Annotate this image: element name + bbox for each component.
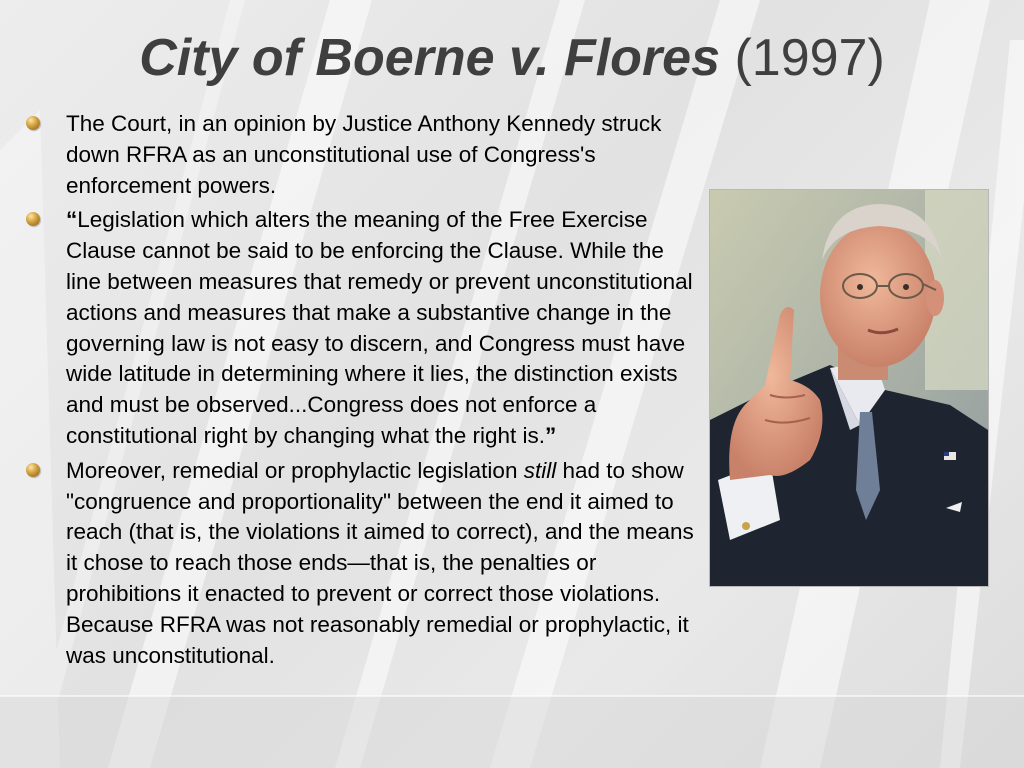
- bullet-text: The Court, in an opinion by Justice Anthony Kennedy struck down RFRA as an unconstitutional use of Congress's enforcement powers.: [66, 111, 662, 198]
- bullet-item: [66, 205, 698, 451]
- bullet-list: [66, 109, 698, 675]
- gold-bullet-icon: [26, 116, 40, 130]
- bullet-emphasis: still: [523, 457, 557, 483]
- title-year: (1997): [734, 29, 885, 87]
- close-quote: ”: [545, 422, 557, 448]
- open-quote: “: [66, 207, 78, 233]
- portrait-illustration: [710, 190, 988, 586]
- justice-kennedy-photo: [709, 189, 989, 587]
- bullet-item: [66, 109, 698, 201]
- bullet-item: [66, 456, 698, 672]
- gold-bullet-icon: [26, 463, 40, 477]
- title-case-name: City of Boerne v. Flores: [139, 29, 721, 87]
- slide-title: [0, 26, 1024, 90]
- bullet-text-after: had to show "congruence and proportionality" between the end it aimed to reach (that is, the violations it aimed to correct), and the means it chose to reach those ends—that is, the penalties or prohibitions it enacted to prevent or correct those violations. Because RFRA was not reasonably remedial or prophylactic, it was unconstitutional.: [66, 457, 694, 668]
- bullet-text-before: Moreover, remedial or prophylactic legislation: [66, 457, 524, 483]
- bullet-quote-text: Legislation which alters the meaning of the Free Exercise Clause cannot be said to be enforcing the Clause. While the line between measures that remedy or prevent unconstitutional actions and measures that make a substantive change in the governing law is not easy to discern, and Congress must have wide latitude in determining where it lies, the distinction exists and must be observed...Congress does not enforce a constitutional right by changing what the right is.: [66, 207, 693, 448]
